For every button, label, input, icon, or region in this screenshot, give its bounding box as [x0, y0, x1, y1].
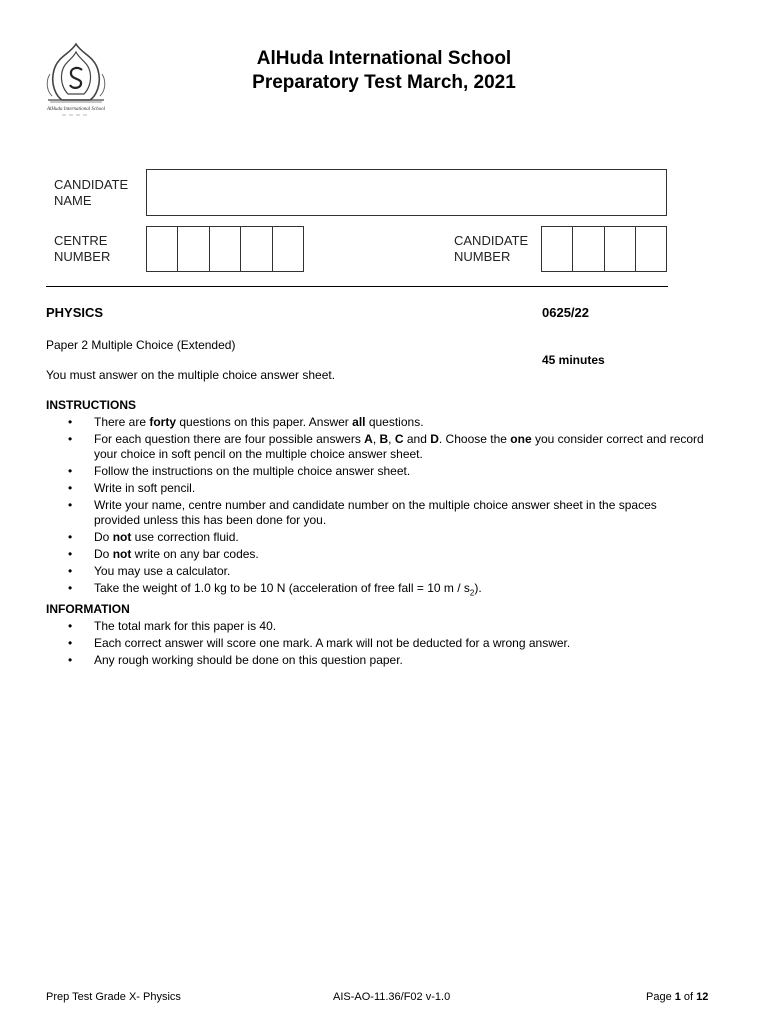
bullet-icon: • — [68, 547, 73, 561]
footer-doc-code: AIS-AO-11.36/F02 v-1.0 — [333, 991, 451, 1003]
bullet-icon: • — [68, 530, 73, 544]
footer-left: Prep Test Grade X- Physics — [46, 991, 181, 1003]
bullet-icon: • — [68, 481, 73, 495]
information-item: • Any rough working should be done on this question paper. — [68, 653, 403, 668]
answer-note: You must answer on the multiple choice answer sheet. — [46, 368, 336, 382]
logo-caption: AlHuda International School — [46, 107, 106, 112]
digit-box[interactable] — [147, 227, 177, 271]
digit-box[interactable] — [240, 227, 271, 271]
page-indicator: Page 1 of 12 — [646, 991, 709, 1003]
digit-box[interactable] — [604, 227, 635, 271]
bullet-icon: • — [68, 564, 73, 578]
bullet-icon: • — [68, 464, 73, 478]
bullet-icon: • — [68, 636, 73, 651]
digit-box[interactable] — [635, 227, 666, 271]
subject-title: PHYSICS — [46, 305, 104, 320]
school-logo — [40, 40, 112, 120]
bullet-icon: • — [68, 432, 73, 446]
information-item: • The total mark for this paper is 40. — [68, 619, 277, 634]
paper-code: 0625/22 — [542, 305, 589, 320]
instructions-list-container — [46, 415, 706, 670]
candidate-number-label: CANDIDATE NUMBER — [454, 233, 529, 264]
divider — [46, 286, 668, 287]
instruction-item: • Do not write on any bar codes. — [68, 547, 259, 561]
instruction-item: • Write your name, centre number and candidate number on the multiple choice answer sheet in the spaces provided unless this has been done for you. — [68, 498, 657, 527]
instruction-item: • Follow the instructions on the multiple choice answer sheet. — [68, 464, 411, 478]
duration: 45 minutes — [542, 353, 605, 367]
instruction-item: • Write in soft pencil. — [68, 481, 196, 495]
paper-type: Paper 2 Multiple Choice (Extended) — [46, 338, 236, 352]
instructions-list — [46, 415, 706, 600]
digit-box[interactable] — [572, 227, 603, 271]
information-heading: INFORMATION — [46, 602, 130, 617]
emphasis-text: D — [430, 432, 439, 446]
emphasis-text: B — [379, 432, 389, 446]
school-name: AlHuda International School — [256, 48, 512, 69]
candidate-name-field[interactable] — [146, 169, 667, 216]
emphasis-text: all — [352, 415, 366, 429]
digit-box[interactable] — [272, 227, 303, 271]
instruction-item: • You may use a calculator. — [68, 564, 231, 578]
candidate-name-label: CANDIDATE NAME — [54, 177, 129, 208]
digit-box[interactable] — [177, 227, 208, 271]
information-item: • Each correct answer will score one mark. A mark will not be deducted for a wrong answer. — [68, 636, 571, 651]
school-crest-icon — [40, 40, 112, 120]
digit-box[interactable] — [209, 227, 240, 271]
instruction-item: • For each question there are four possible answers A, B, C and D. Choose the one you consider correct and record your choice in soft pencil on the multiple choice answer sheet. — [68, 432, 704, 461]
instruction-item: • Do not use correction fluid. — [68, 530, 239, 544]
bullet-icon: • — [68, 653, 73, 668]
instructions-heading: INSTRUCTIONS — [46, 398, 136, 412]
emphasis-text: not — [112, 530, 132, 544]
emphasis-text: A — [364, 432, 373, 446]
bullet-icon: • — [68, 415, 73, 429]
subscript-text: 2 — [469, 588, 475, 598]
emphasis-text: C — [394, 432, 404, 446]
test-title: Preparatory Test March, 2021 — [252, 72, 516, 93]
emphasis-text: not — [112, 547, 132, 561]
centre-number-field[interactable] — [146, 226, 304, 272]
candidate-number-field[interactable] — [541, 226, 667, 272]
information-list — [46, 619, 706, 668]
emphasis-text: one — [510, 432, 532, 446]
bullet-icon: • — [68, 581, 73, 595]
bullet-icon: • — [68, 498, 73, 512]
instruction-item: • There are forty questions on this paper. Answer all questions. — [68, 415, 424, 429]
emphasis-text: forty — [149, 415, 177, 429]
bullet-icon: • — [68, 619, 73, 634]
instruction-item: • Take the weight of 1.0 kg to be 10 N (acceleration of free fall = 10 m / $s_2$). — [68, 581, 482, 598]
digit-box[interactable] — [542, 227, 572, 271]
centre-number-label: CENTRE NUMBER — [54, 233, 111, 264]
